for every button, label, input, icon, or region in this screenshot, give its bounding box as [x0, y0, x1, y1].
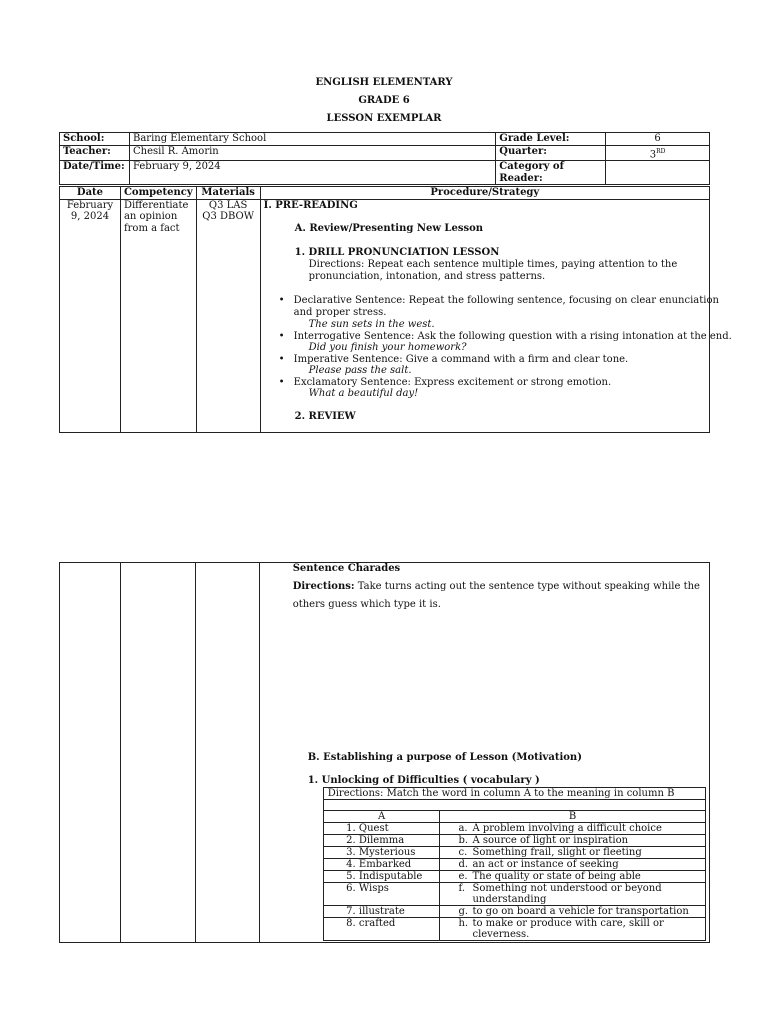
date-cell: February 9, 2024 — [60, 199, 121, 432]
word: Indisputable — [358, 871, 423, 882]
match-directions: Directions: Match the word in column A to the meaning in column B — [323, 788, 705, 800]
match-spacer — [323, 800, 705, 811]
match-row: 1. Quest a. A problem involving a difficult choice — [323, 823, 705, 835]
header-materials: Materials — [196, 187, 260, 200]
word: Wisps — [358, 883, 389, 894]
column-b-header: B — [440, 811, 705, 823]
header-date: Date — [60, 187, 121, 200]
charades-directions-line1: Directions: Take turns acting out the sentence type without speaking while the — [292, 581, 700, 592]
section-a-heading: A. Review/Presenting New Lesson — [294, 222, 484, 234]
procedure-cell — [260, 199, 732, 432]
quarter-label: Quarter: — [496, 145, 606, 161]
meaning: Something not understood or beyond understanding — [472, 883, 662, 905]
teacher-value: Chesil R. Amorin — [129, 145, 495, 161]
grade-value: 6 — [606, 133, 710, 146]
date-value: February 9, 2024 — [129, 161, 495, 185]
doc-title-line2: GRADE 6 — [358, 95, 410, 106]
materials-cell-empty — [195, 563, 259, 943]
section-b-heading: B. Establishing a purpose of Lesson (Motivation) — [307, 752, 582, 763]
procedure-cell-continued — [259, 563, 709, 943]
school-label: School: — [60, 133, 130, 146]
match-row: 3. Mysterious c. Something frail, slight or fleeting — [323, 847, 705, 859]
example-declarative: The sun sets in the west. — [308, 318, 435, 330]
bullet-interrogative: • Interrogative Sentence: Ask the following question with a rising intonation at the end. — [294, 331, 732, 343]
meaning: to make or produce with care, skill or cleverness. — [472, 918, 664, 940]
info-table — [59, 132, 710, 185]
match-row: 5. Indisputable e. The quality or state of being able — [323, 871, 705, 883]
doc-title-line3: LESSON EXEMPLAR — [326, 113, 442, 124]
charades-directions-line2: others guess which type it is. — [292, 599, 441, 610]
reader-label: Category of Reader: — [496, 161, 606, 185]
meaning: to go on board a vehicle for transportation — [472, 906, 689, 917]
bullet-declarative: • Declarative Sentence: Repeat the following sentence, focusing on clear enunciation — [294, 295, 719, 307]
materials-cell: Q3 LAS Q3 DBOW — [196, 199, 260, 432]
reader-value — [606, 161, 710, 185]
meaning: Something frail, slight or fleeting — [472, 847, 642, 858]
example-imperative: Please pass the salt. — [308, 364, 412, 376]
drill-directions-line2: pronunciation, intonation, and stress patterns. — [308, 270, 546, 282]
example-exclamatory: What a beautiful day! — [308, 387, 419, 399]
bullet-declarative-cont: and proper stress. — [293, 306, 387, 318]
header-procedure: Procedure/Strategy — [260, 187, 709, 200]
date-cell-empty — [60, 563, 121, 943]
date-label: Date/Time: — [60, 161, 130, 185]
column-a-header: A — [323, 811, 440, 823]
quarter-value: 3RD — [606, 145, 710, 161]
header-competency: Competency — [120, 187, 196, 200]
word: Embarked — [358, 859, 412, 870]
vocabulary-match-table — [323, 787, 706, 941]
match-row: 8. crafted h. to make or produce with care, skill or cleverness. — [323, 918, 705, 941]
doc-title-line1: ENGLISH ELEMENTARY — [315, 77, 453, 88]
competency-cell: Differentiate an opinion from a fact — [120, 199, 196, 432]
lesson-table — [59, 186, 732, 433]
word: crafted — [358, 918, 396, 929]
pre-reading-heading: I. PRE-READING — [263, 199, 358, 211]
match-row: 6. Wisps f. Something not understood or beyond understanding — [323, 883, 705, 906]
drill-heading: 1. DRILL PRONUNCIATION LESSON — [294, 246, 500, 258]
school-value: Baring Elementary School — [129, 133, 495, 146]
lesson-table-continued — [59, 562, 710, 943]
word: Mysterious — [358, 847, 416, 858]
match-row: 4. Embarked d. an act or instance of seeking — [323, 859, 705, 871]
competency-cell-empty — [120, 563, 195, 943]
word: illustrate — [358, 906, 405, 917]
example-interrogative: Did you finish your homework? — [308, 341, 467, 353]
teacher-label: Teacher: — [60, 145, 130, 161]
meaning: A source of light or inspiration — [472, 835, 629, 846]
meaning: The quality or state of being able — [472, 871, 641, 882]
match-row: 7. illustrate g. to go on board a vehicle for transportation — [323, 906, 705, 918]
meaning: an act or instance of seeking — [472, 859, 619, 870]
charades-heading: Sentence Charades — [292, 563, 401, 574]
meaning: A problem involving a difficult choice — [472, 823, 662, 834]
word: Dilemma — [358, 835, 405, 846]
bullet-imperative: • Imperative Sentence: Give a command with a firm and clear tone. — [294, 354, 629, 366]
grade-label: Grade Level: — [496, 133, 606, 146]
drill-directions-line1: Directions: Repeat each sentence multiple times, paying attention to the — [308, 258, 678, 270]
word: Quest — [358, 823, 389, 834]
match-row: 2. Dilemma b. A source of light or inspiration — [323, 835, 705, 847]
unlock-heading: 1. Unlocking of Difficulties ( vocabulary ) — [307, 775, 540, 786]
review-heading: 2. REVIEW — [294, 410, 356, 422]
bullet-exclamatory: • Exclamatory Sentence: Express excitement or strong emotion. — [294, 377, 612, 389]
